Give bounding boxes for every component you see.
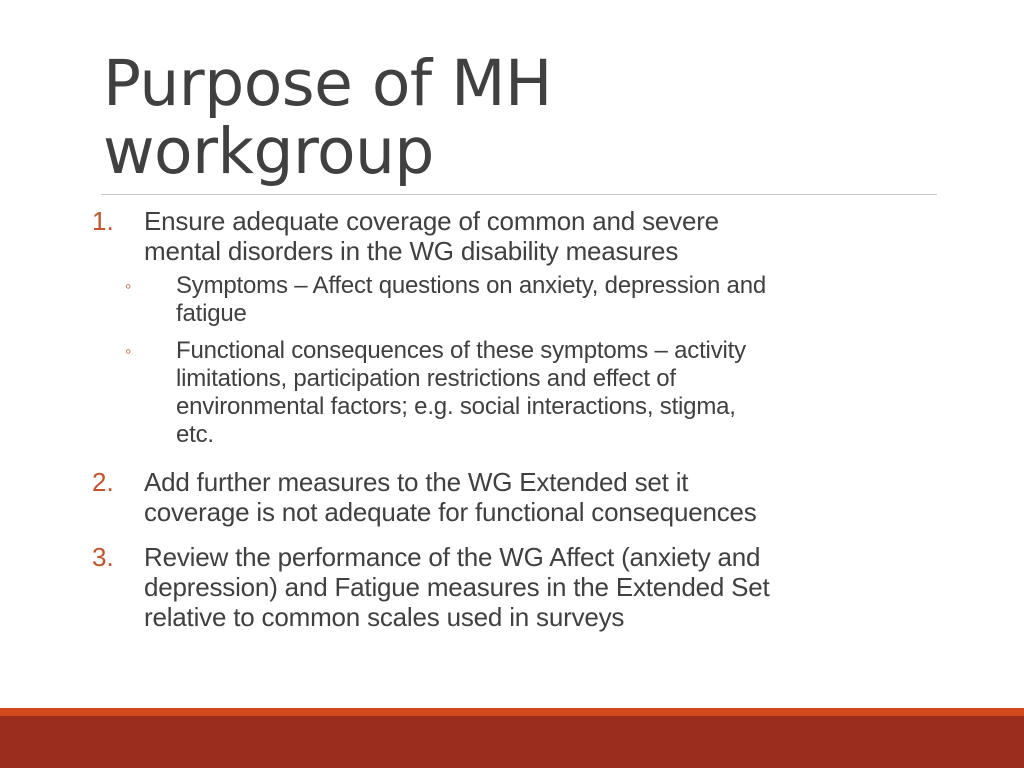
footer-band [0,716,1024,768]
text-line: fatigue [176,300,247,327]
text-line: relative to common scales used in surveys [144,602,625,632]
slide-title-line: Purpose of MH [103,47,552,120]
text-line: Add further measures to the WG Extended set it [144,467,689,497]
bullet-icon: ◦ [125,341,132,361]
list-item-text [144,206,924,266]
slide-title [103,47,923,188]
list-item-text [144,467,924,527]
title-divider [101,194,937,195]
text-line: etc. [176,421,214,448]
list-number: 3. [92,542,114,572]
text-line: Ensure adequate coverage of common and severe [144,206,719,236]
sub-item-text [176,272,936,328]
text-line: Review the performance of the WG Affect (anxiety and [144,542,761,572]
text-line: depression) and Fatigue measures in the Extended Set [144,572,770,602]
text-line: coverage is not adequate for functional consequences [144,497,757,527]
slide-title-line: workgroup [103,115,434,188]
text-line: limitations, participation restrictions and effect of [176,365,676,392]
list-number: 2. [92,467,114,497]
footer-accent-band [0,708,1024,716]
list-number: 1. [92,206,114,236]
list-item-text [144,542,924,632]
text-line: environmental factors; e.g. social interactions, stigma, [176,393,736,420]
text-line: Symptoms – Affect questions on anxiety, depression and [176,272,766,299]
sub-item-text [176,337,936,449]
text-line: mental disorders in the WG disability measures [144,236,679,266]
text-line: Functional consequences of these symptoms – activity [176,337,746,364]
bullet-icon: ◦ [125,276,132,296]
